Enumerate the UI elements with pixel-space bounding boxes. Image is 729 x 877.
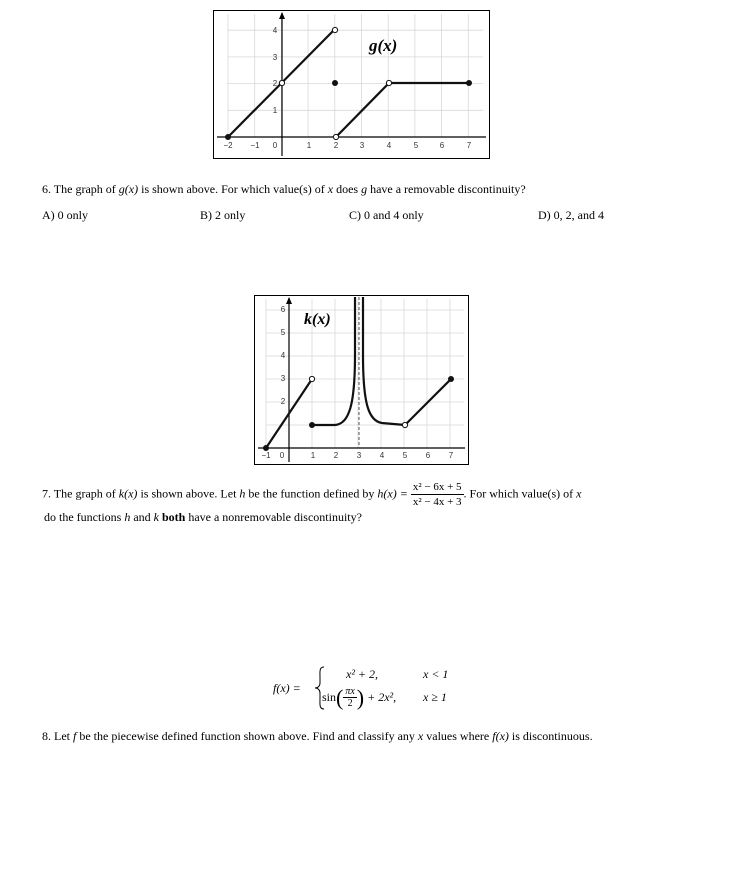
fraction-denominator: 2 xyxy=(347,698,353,709)
g-point-open xyxy=(279,80,284,85)
q8-func: f(x) xyxy=(492,729,509,743)
g-point-closed xyxy=(225,134,231,140)
x-tick: 1 xyxy=(310,451,316,460)
y-tick: 3 xyxy=(280,374,286,383)
y-tick: 4 xyxy=(272,26,278,35)
q7-var: k xyxy=(153,510,159,524)
graph-title: k(x) xyxy=(304,311,331,328)
x-tick: 1 xyxy=(306,141,312,150)
question-7-line-2 xyxy=(44,510,362,525)
x-tick: 6 xyxy=(439,141,445,150)
q7-text: . For which value(s) of xyxy=(463,486,574,501)
q6-func: g xyxy=(361,182,368,196)
q8-text: is discontinuous. xyxy=(511,729,593,743)
k-point-closed xyxy=(309,422,315,428)
x-tick: 3 xyxy=(356,451,362,460)
q7-text: do the functions xyxy=(44,510,122,524)
x-tick: 3 xyxy=(359,141,365,150)
fx-label: f(x) = xyxy=(273,681,301,695)
y-tick: 2 xyxy=(272,79,278,88)
fraction-denominator: x² − 4x + 3 xyxy=(412,496,462,508)
y-tick: 1 xyxy=(272,106,278,115)
q7-text: be the function defined by xyxy=(248,486,375,501)
q6-var: x xyxy=(327,182,334,196)
fraction-numerator: x² − 6x + 5 xyxy=(412,481,462,493)
g-point-open xyxy=(332,27,337,32)
question-number: 6. xyxy=(42,182,51,196)
x-tick: 6 xyxy=(425,451,431,460)
y-tick: 2 xyxy=(280,397,286,406)
q8-var: x xyxy=(417,729,424,743)
question-8 xyxy=(42,729,593,744)
x-tick: 7 xyxy=(466,141,472,150)
q7-text: and xyxy=(133,510,151,524)
k-point-closed xyxy=(263,445,269,451)
g-point-open xyxy=(333,134,338,139)
q6-text: does xyxy=(336,182,359,196)
x-tick: 4 xyxy=(386,141,392,150)
g-point-closed xyxy=(332,80,338,86)
question-number: 8. xyxy=(42,729,51,743)
choice-b[interactable]: B) 2 only xyxy=(200,208,246,222)
x-tick: 0 xyxy=(272,141,278,150)
choice-d[interactable]: D) 0, 2, and 4 xyxy=(538,208,604,222)
choice-a[interactable]: A) 0 only xyxy=(42,208,88,222)
q6-text: have a removable discontinuity? xyxy=(370,182,526,196)
choice-c[interactable]: C) 0 and 4 only xyxy=(349,208,424,222)
q7-text: The graph of xyxy=(53,486,116,501)
g-point-open xyxy=(386,80,391,85)
q8-text: be the piecewise defined function shown above. Find and classify any xyxy=(79,729,415,743)
x-tick: 2 xyxy=(333,141,339,150)
graph-k xyxy=(254,295,469,465)
x-tick: 5 xyxy=(413,141,419,150)
x-tick: 5 xyxy=(402,451,408,460)
x-tick: 4 xyxy=(379,451,385,460)
case-2-condition: x ≥ 1 xyxy=(423,690,447,704)
k-point-open xyxy=(402,422,407,427)
q7-func: k(x) xyxy=(118,486,138,501)
x-tick: 2 xyxy=(333,451,339,460)
sin-label: sin xyxy=(322,690,337,704)
q7-var: h xyxy=(239,486,246,501)
q7-var: h xyxy=(124,510,131,524)
y-tick: 5 xyxy=(280,328,286,337)
k-point-open xyxy=(309,376,314,381)
y-tick: 4 xyxy=(280,351,286,360)
fraction-numerator: πx xyxy=(345,686,355,697)
graph-g xyxy=(213,10,490,159)
k-point-closed xyxy=(448,376,454,382)
x-tick: −2 xyxy=(223,141,233,150)
case-1-condition: x < 1 xyxy=(423,667,449,681)
q6-func: g(x) xyxy=(118,182,139,196)
question-number: 7. xyxy=(42,486,51,501)
graph-title: g(x) xyxy=(369,36,398,55)
q6-text: The graph of xyxy=(53,182,116,196)
g-point-closed xyxy=(466,80,472,86)
sin-fraction xyxy=(343,686,356,709)
q8-text: values where xyxy=(426,729,490,743)
q8-text: Let xyxy=(54,729,70,743)
q6-text: is shown above. For which value(s) of xyxy=(141,182,325,196)
question-6 xyxy=(42,182,526,197)
x-tick: 7 xyxy=(448,451,454,460)
q7-text: is shown above. Let xyxy=(140,486,237,501)
question-7 xyxy=(42,480,582,509)
case-2-expr: + 2x², xyxy=(367,690,397,704)
x-tick: 0 xyxy=(279,451,285,460)
q7-var: x xyxy=(576,486,582,501)
y-tick: 3 xyxy=(272,53,278,62)
q8-var: f xyxy=(73,729,77,743)
q7-hx: h(x) = xyxy=(377,486,408,501)
h-fraction xyxy=(411,480,464,509)
x-tick: −1 xyxy=(250,141,260,150)
case-1-expr: x² + 2, xyxy=(346,667,379,681)
q7-text: have a nonremovable discontinuity? xyxy=(188,510,362,524)
x-tick: −1 xyxy=(261,451,271,460)
y-tick: 6 xyxy=(280,305,286,314)
q7-emphasis: both xyxy=(161,510,186,524)
